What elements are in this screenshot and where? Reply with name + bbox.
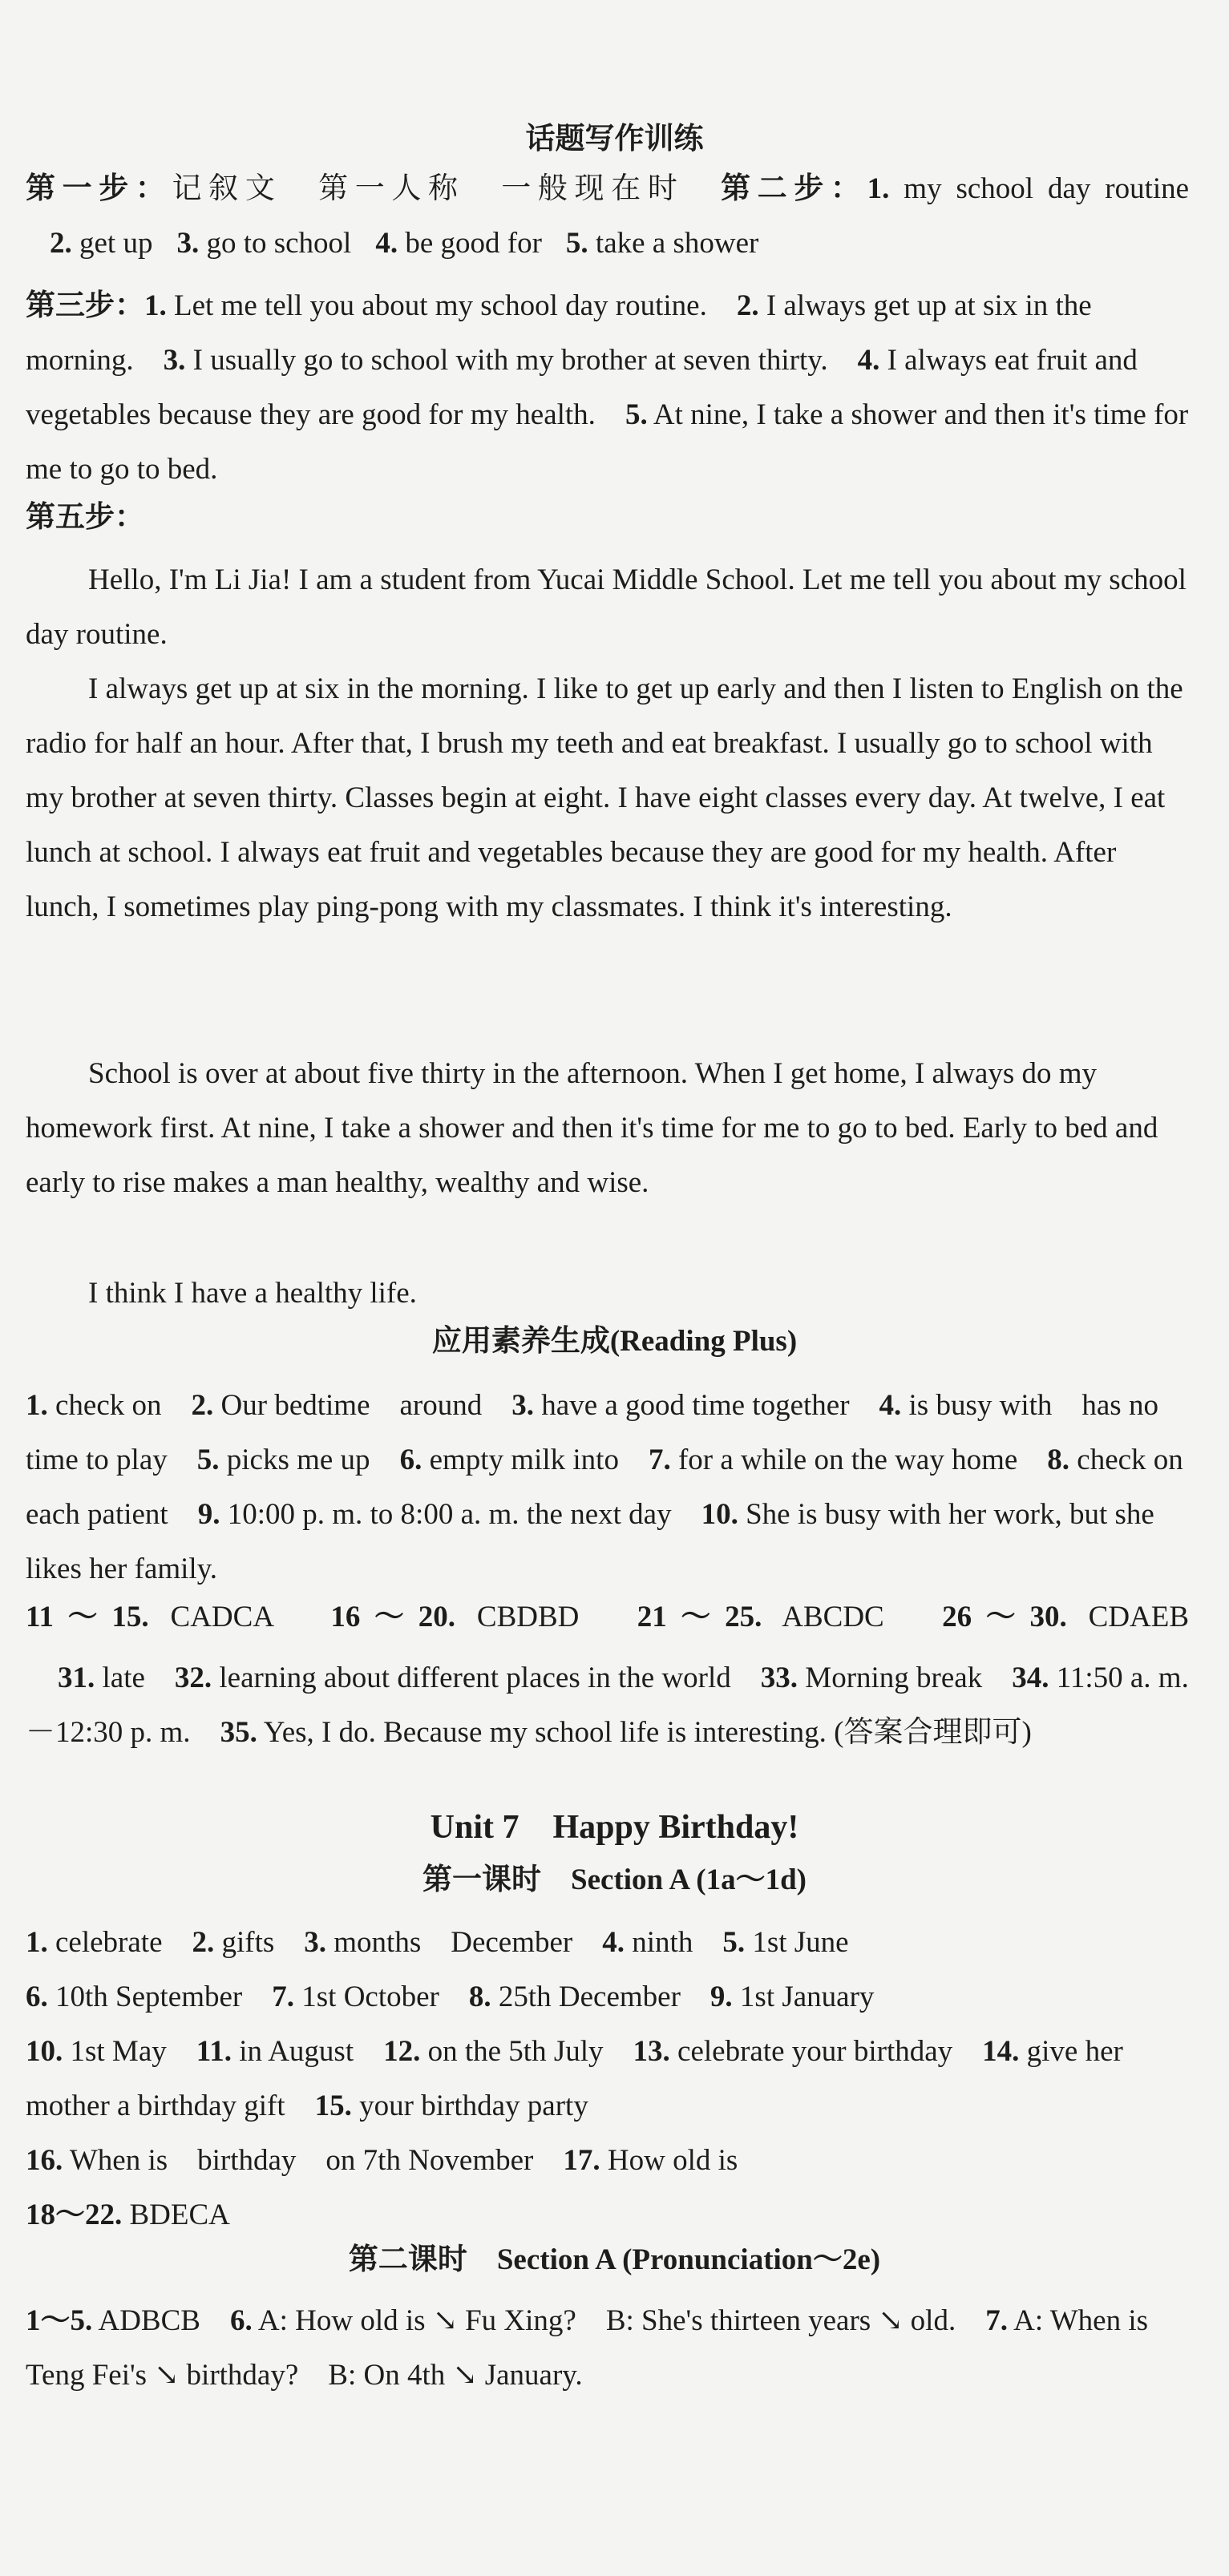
essay-paragraph-2: I always get up at six in the morning. I like to get up early and then I listen to English on the radio for half an hour. After that, I brush my teeth and eat breakfast. I usually go to school with my brother at seven thirty. Classes begin at eight. I have eight classes every day. At twelve, I eat lunch at school. I always eat fruit and vegetables because they are good for my health. After lunch, I sometimes play ping-pong with my classmates. I think it's interesting. [26, 672, 1183, 923]
section-title-writing: 话题写作训练 [525, 123, 704, 155]
essay-paragraph-3: School is over at about five thirty in the afternoon. When I get home, I always do my homework first. At nine, I take a shower and then it's time for me to go to bed. Early to bed and early to rise makes a man healthy, wealthy and wise. [26, 1057, 1158, 1199]
lesson-2-answers: 1～5. ADBCB 6. A: How old is ↘ Fu Xing? B: She's thirteen years ↘ old. 7. A: When is Teng Fei's ↘ birthday? B: On 4th ↘ January. [26, 2304, 1149, 2392]
step-3-block: 第三步：1. Let me tell you about my school day routine. 2. I always get up at six in the morning. 3. I usually go to school with my brother at seven thirty. 4. I always eat fruit and vegetables because they are good for my health. 5. At nine, I take a shower and then it's time for me to go to bed. [26, 289, 1189, 486]
section-title-reading-plus: 应用素养生成(Reading Plus) [431, 1325, 798, 1358]
choice-answers: 11～15. CADCA 16～20. CBDBD 21～25. ABCDC 26～30. CDAEB [26, 1601, 1190, 1633]
reading-plus-answers: 1. check on 2. Our bedtime around 3. have a good time together 4. is busy with has no time to play 5. picks me up 6. empty milk into 7. for a while on the way home 8. check on each patient 9. 10:00 p. m. to 8:00 a. m. the next day 10. She is busy with her work, but she likes her family. [26, 1389, 1183, 1585]
more-answers: 31. late 32. learning about different places in the world 33. Morning break 34. 11:50 a. m. －12:30 p. m. 35. Yes, I do. Because my school life is interesting. (答案合理即可) [26, 1661, 1189, 1749]
lesson-2-title: 第二课时 Section A (Pronunciation～2e) [348, 2243, 881, 2276]
unit-title: Unit 7 Happy Birthday! [430, 1809, 799, 1846]
step-1-2-line: 第一步：记叙文 第一人称 一般现在时 第二步：1. my school day routine [26, 172, 1190, 205]
step-5-label: 第五步： [26, 501, 144, 534]
step-2-continued: 2. get up 3. go to school 4. be good for 5. take a shower [50, 227, 759, 260]
essay-paragraph-1: Hello, I'm Li Jia! I am a student from Yucai Middle School. Let me tell you about my school day routine. [26, 563, 1187, 651]
lesson-1-answers: 1. celebrate 2. gifts 3. months December 4. ninth 5. 1st June 6. 10th September 7. 1st October 8. 25th December 9. 1st January 10. 1st May 11. in August 12. on the 5th July 13. celebrate your birthday 14. give her mother a birthday gift 15. your birthday party 16. When is birthday on 7th November 17. How old is 18～22. BDECA [26, 1926, 1123, 2231]
essay-paragraph-4: I think I have a healthy life. [88, 1277, 417, 1310]
lesson-1-title: 第一课时 Section A (1a～1d) [422, 1863, 807, 1896]
